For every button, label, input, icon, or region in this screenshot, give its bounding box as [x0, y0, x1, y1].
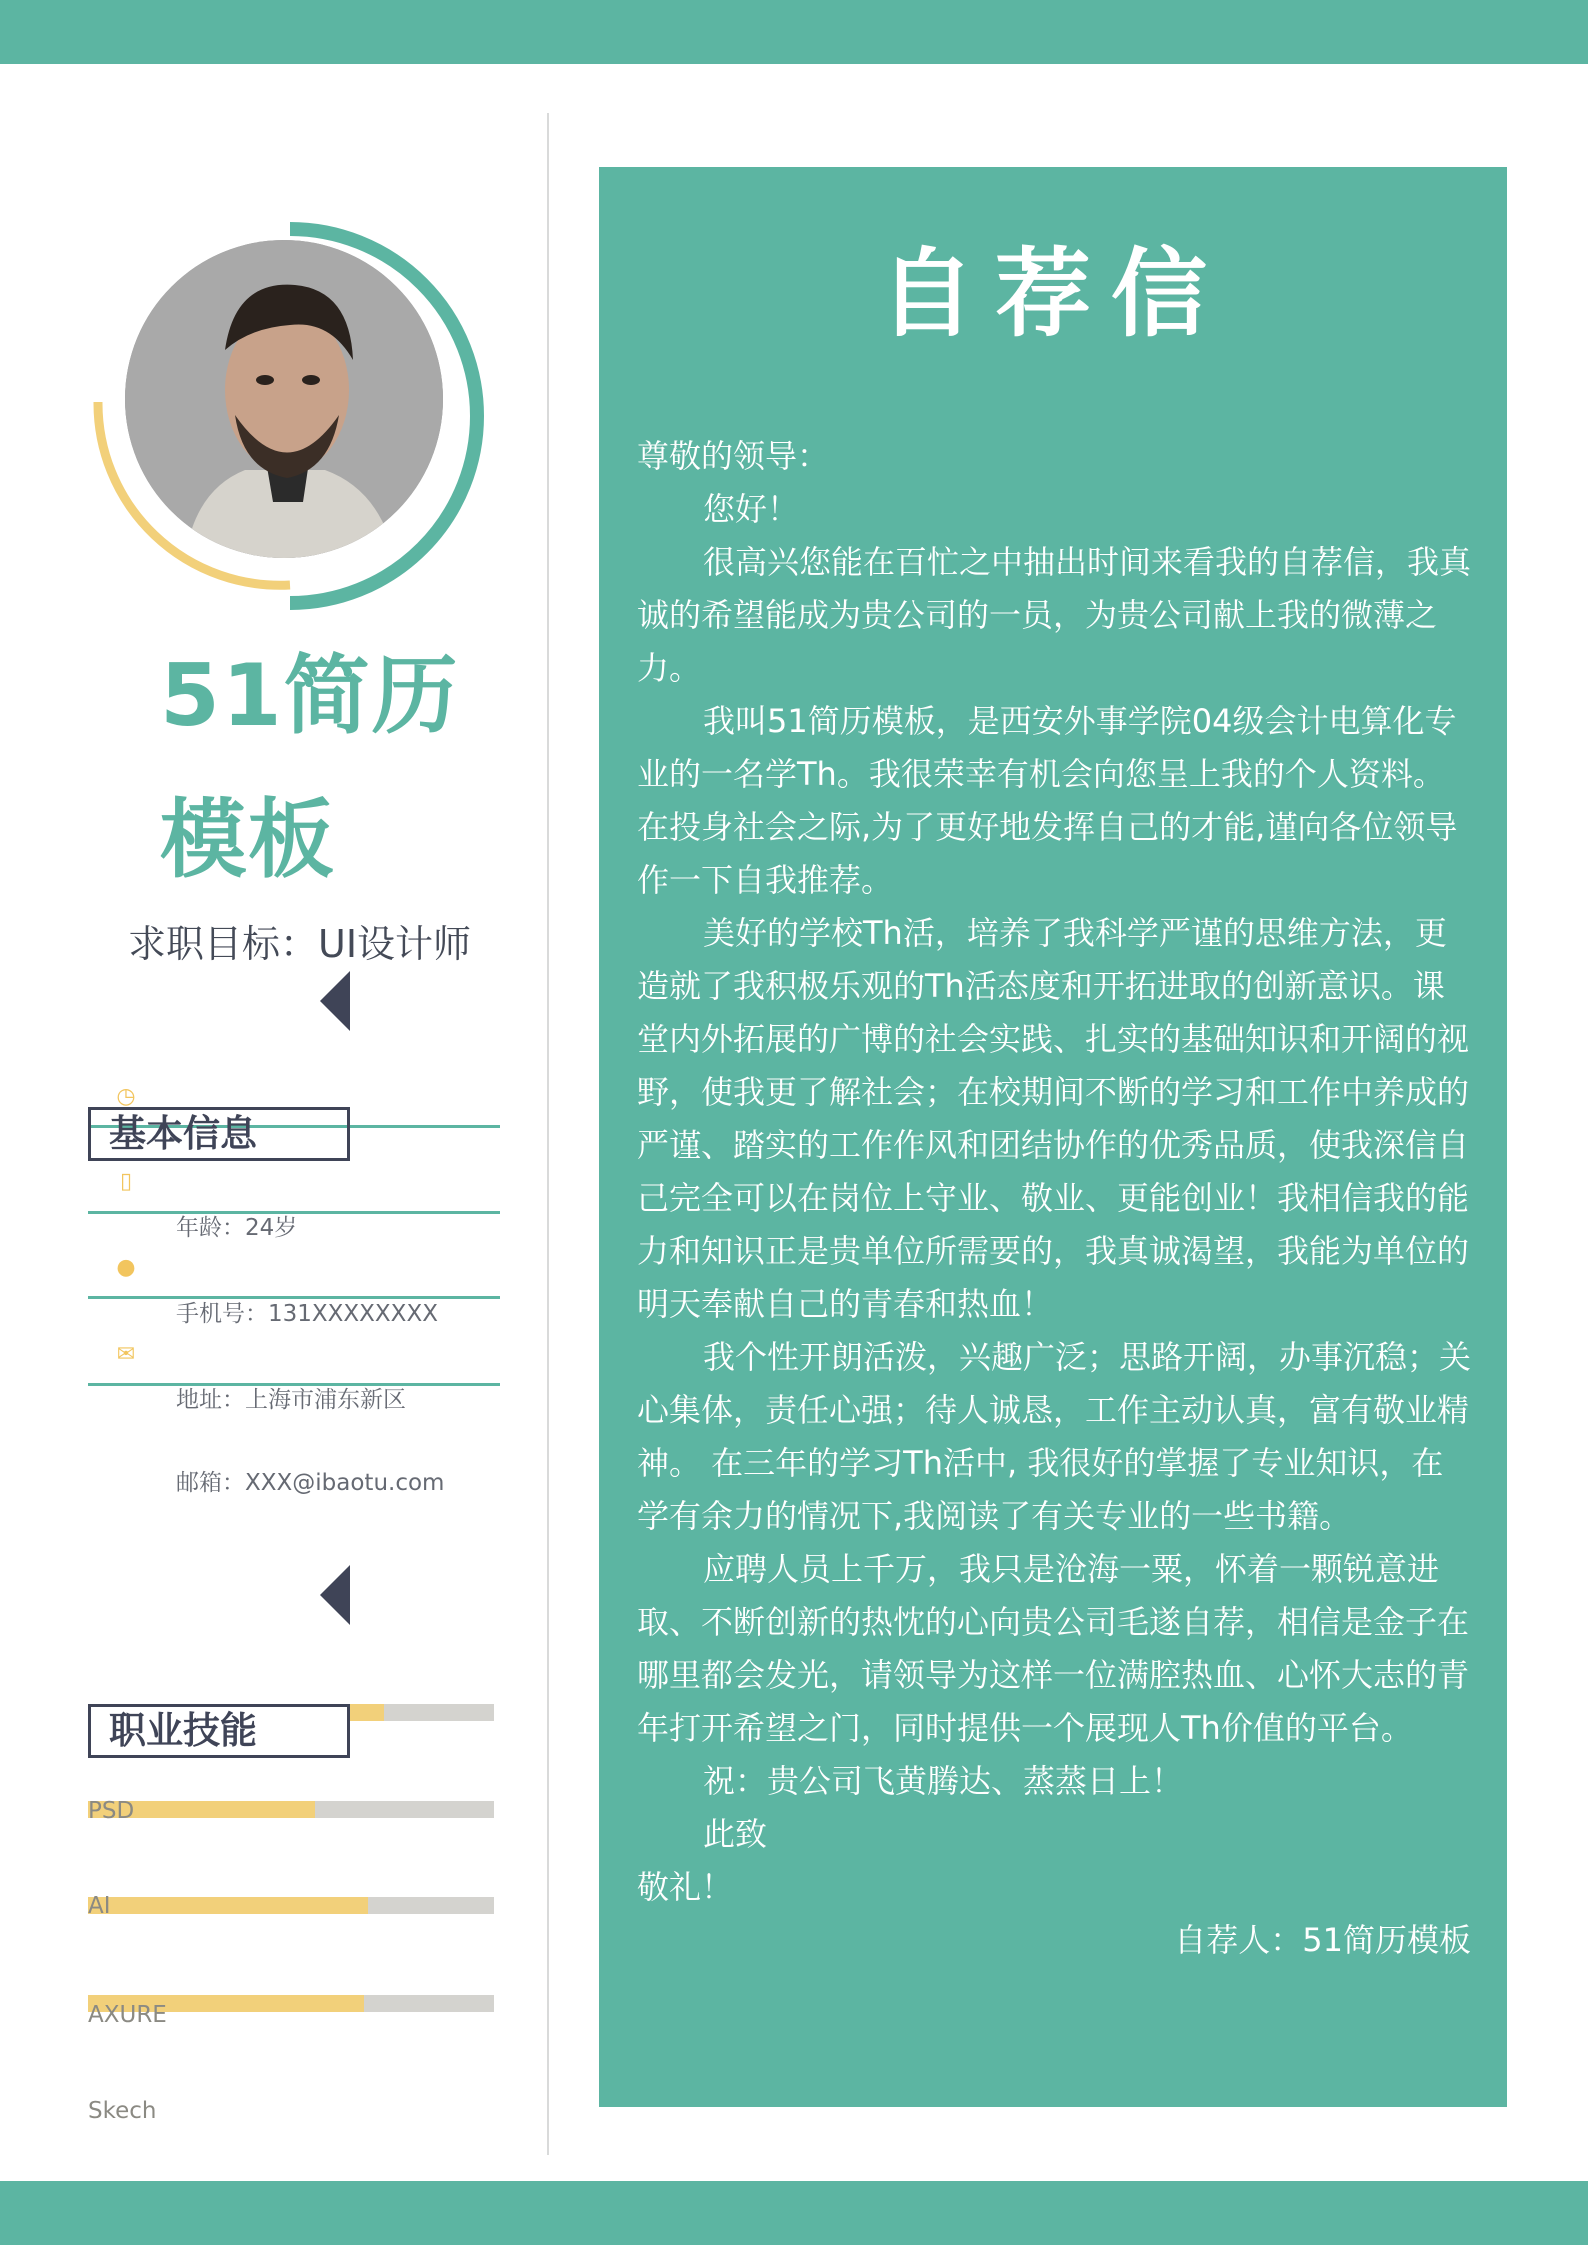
- skill-name: AXURE: [88, 2002, 167, 2028]
- portrait-photo: [125, 240, 443, 558]
- letter-paragraph: 我叫51简历模板，是西安外事学院04级会计电算化专业的一名学Th。我很荣幸有机会向您呈上我的个人资料。在投身社会之际,为了更好地发挥自己的才能,谨向各位领导作一下自我推荐。: [637, 702, 1458, 899]
- mail-icon: ✉: [116, 1342, 136, 1367]
- cover-letter-panel: [599, 167, 1507, 2107]
- stopwatch-icon: ◷: [116, 1084, 136, 1109]
- phone-icon: ▯: [119, 1169, 133, 1194]
- letter-closing: 敬礼！: [637, 1868, 734, 1906]
- top-band: [0, 0, 1588, 64]
- avatar-frame: [80, 212, 500, 632]
- letter-wish: 祝：贵公司飞黄腾达、蒸蒸日上！: [703, 1762, 1184, 1800]
- triangle-marker-2: [320, 1565, 350, 1625]
- letter-paragraph: 我个性开朗活泼，兴趣广泛；思路开阔，办事沉稳；关心集体，责任心强；待人诚恳，工作主动认真，富有敬业精神。 在三年的学习Th活中, 我很好的掌握了专业知识，在学有余力的情况下,我阅读了有关专业的一些书籍。: [637, 1338, 1472, 1535]
- skill-bar-ai: [88, 1801, 494, 1818]
- skill-fill: [88, 1897, 368, 1914]
- letter-greeting: 您好！: [703, 490, 800, 528]
- location-pin-icon: ●: [116, 1255, 136, 1280]
- letter-paragraph: 美好的学校Th活，培养了我科学严谨的思维方法，更造就了我积极乐观的Th活态度和开拓进取的创新意识。课堂内外拓展的广博的社会实践、扎实的基础知识和开阔的视野，使我更了解社会；在校期间不断的学习和工作中养成的严谨、踏实的工作作风和团结协作的优秀品质，使我深信自己完全可以在岗位上守业、敬业、更能创业！我相信我的能力和知识正是贵单位所需要的，我真诚渴望，我能为单位的明天奉献自己的青春和热血！: [637, 914, 1470, 1323]
- basic-info-title: 基本信息: [88, 1107, 350, 1161]
- info-age: 年龄：24岁: [176, 1215, 298, 1241]
- skill-name: Skech: [88, 2098, 157, 2124]
- name-line-1: 51简历: [160, 646, 460, 746]
- skill-bar-axure: [88, 1897, 494, 1914]
- triangle-marker-1: [320, 971, 350, 1031]
- letter-paragraph: 应聘人员上千万，我只是沧海一粟，怀着一颗锐意进取、不断创新的热忱的心向贵公司毛遂自荐，相信是金子在哪里都会发光，请领导为这样一位满腔热血、心怀大志的青年打开希望之门，同时提供一个展现人Th价值的平台。: [637, 1550, 1470, 1747]
- letter-paragraph: 很高兴您能在百忙之中抽出时间来看我的自荐信，我真诚的希望能成为贵公司的一员，为贵公司献上我的微薄之力。: [637, 543, 1472, 687]
- column-divider: [547, 113, 549, 2155]
- job-objective: 求职目标：UI设计师: [128, 922, 472, 966]
- info-email: 邮箱：XXX@ibaotu.com: [176, 1470, 445, 1496]
- letter-title: 自荐信: [879, 238, 1227, 350]
- info-phone: 手机号：131XXXXXXXX: [176, 1301, 438, 1327]
- letter-salutation: 尊敬的领导：: [637, 437, 830, 475]
- letter-cizhi: 此致: [703, 1815, 768, 1853]
- info-address: 地址：上海市浦东新区: [176, 1387, 406, 1413]
- letter-body: [637, 430, 1471, 1967]
- skill-name: PSD: [88, 1798, 135, 1824]
- letter-signature: 自荐人：51简历模板: [1174, 1921, 1471, 1959]
- name-line-2: 模板: [160, 790, 336, 890]
- bottom-band: [0, 2181, 1588, 2245]
- avatar: [125, 240, 443, 558]
- skill-name: AI: [88, 1893, 111, 1919]
- skills-title: 职业技能: [88, 1704, 350, 1758]
